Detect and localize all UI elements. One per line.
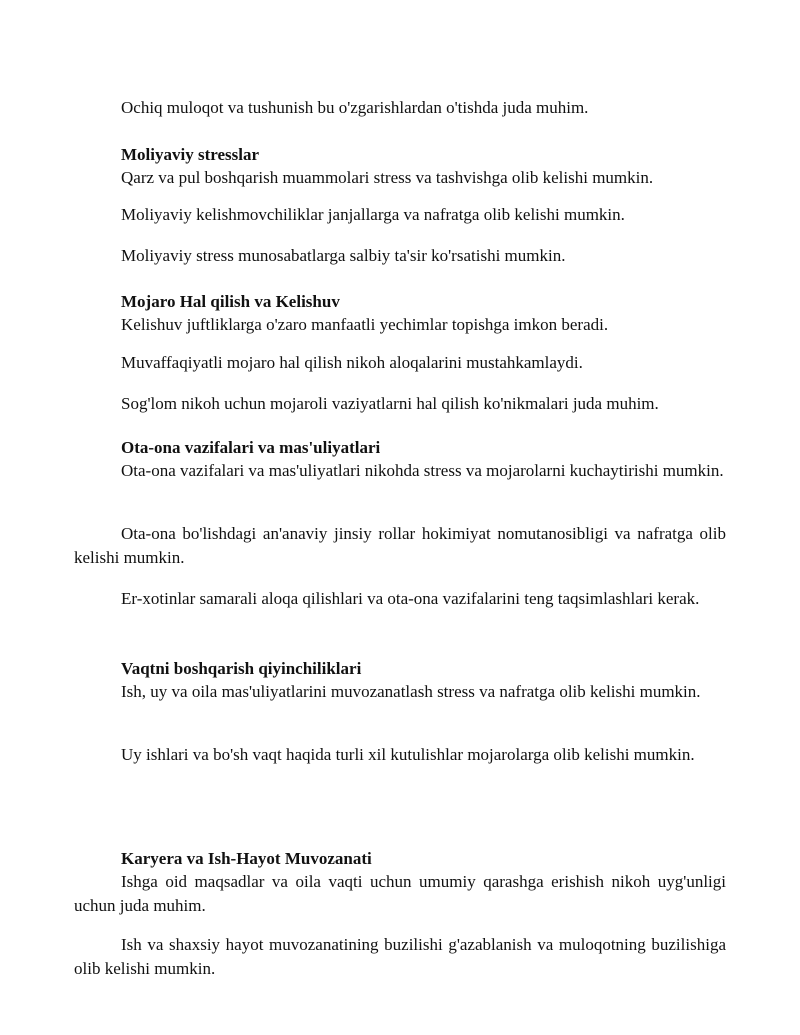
paragraph: Ota-ona vazifalari va mas'uliyatlari nikohda stress va mojarolarni kuchaytirishi mumkin. (121, 461, 724, 480)
paragraph: Ish va shaxsiy hayot muvozanatining buzilishi g'azablanish va muloqotning buzilishiga olib kelishi mumkin. (74, 935, 726, 978)
section-vaqtni-boshqarish (74, 658, 726, 704)
section-heading: Moliyaviy stresslar (121, 145, 260, 164)
paragraph: Qarz va pul boshqarish muammolari stress va tashvishga olib kelishi mumkin. (121, 168, 654, 187)
paragraph: Moliyaviy stress munosabatlarga salbiy ta'sir ko'rsatishi mumkin. (121, 246, 566, 265)
paragraph: Er-xotinlar samarali aloqa qilishlari va ota-ona vazifalarini teng taqsimlashlari kerak. (121, 589, 700, 608)
section-ota-ona-vazifalari (74, 437, 726, 483)
section-karyera-ish-hayot (74, 848, 726, 918)
paragraph: Muvaffaqiyatli mojaro hal qilish nikoh aloqalarini mustahkamlaydi. (121, 353, 583, 372)
section-heading: Vaqtni boshqarish qiyinchiliklari (121, 659, 362, 678)
paragraph: Ishga oid maqsadlar va oila vaqti uchun umumiy qarashga erishish nikoh uyg'unligi uchun juda muhim. (74, 872, 726, 915)
section-mojaro-hal-qilish (74, 291, 726, 337)
paragraph: Ish, uy va oila mas'uliyatlarini muvozanatlash stress va nafratga olib kelishi mumkin. (121, 682, 701, 701)
paragraph: Uy ishlari va bo'sh vaqt haqida turli xil kutulishlar mojarolarga olib kelishi mumkin. (121, 745, 695, 764)
section-heading: Ota-ona vazifalari va mas'uliyatlari (121, 438, 381, 457)
paragraph: Moliyaviy kelishmovchiliklar janjallarga va nafratga olib kelishi mumkin. (121, 205, 625, 224)
paragraph: Ota-ona bo'lishdagi an'anaviy jinsiy rollar hokimiyat nomutanosibligi va nafratga olib kelishi mumkin. (74, 524, 726, 567)
section-heading: Karyera va Ish-Hayot Muvozanati (121, 849, 372, 868)
section-heading: Mojaro Hal qilish va Kelishuv (121, 292, 340, 311)
intro-paragraph: Ochiq muloqot va tushunish bu o'zgarishlardan o'tishda juda muhim. (121, 98, 589, 117)
paragraph: Kelishuv juftliklarga o'zaro manfaatli yechimlar topishga imkon beradi. (121, 315, 609, 334)
paragraph: Sog'lom nikoh uchun mojaroli vaziyatlarni hal qilish ko'nikmalari juda muhim. (121, 394, 659, 413)
section-moliyaviy-stresslar (74, 144, 726, 190)
